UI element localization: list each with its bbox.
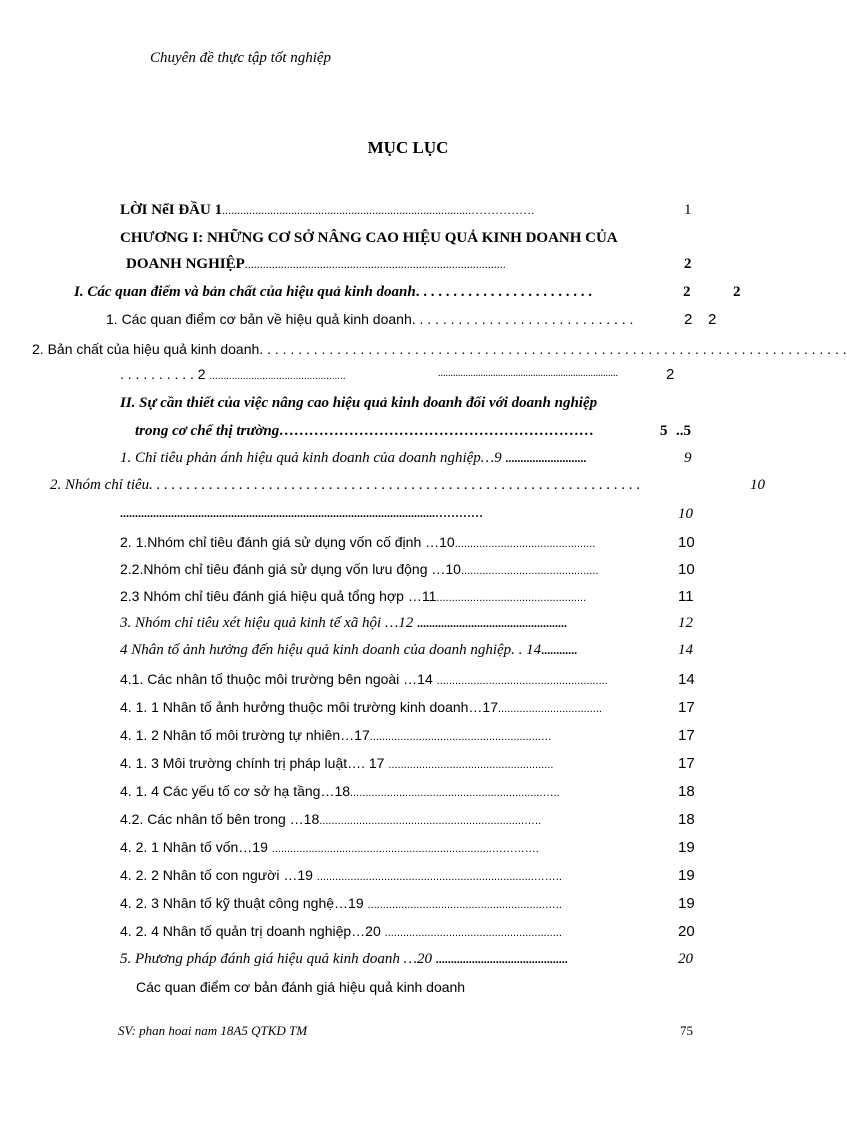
toc-entry (120, 839, 665, 855)
toc-page-number: 14 (678, 671, 695, 688)
toc-entry (126, 256, 684, 273)
toc-dots: ...............................................................….. (350, 787, 560, 799)
toc-entry (120, 615, 665, 632)
toc-entry-text: 4. 1. 2 Nhân tố môi trường tự nhiên…17 (120, 727, 370, 743)
toc-entry (120, 561, 665, 577)
toc-entry-text: 3. Nhóm chỉ tiêu xét hiệu quả kinh tế xã hội …12 (120, 615, 414, 631)
toc-entry (50, 477, 750, 494)
toc-dots: .................................. (498, 703, 602, 715)
toc-dots: .........................................................................................................………… (120, 506, 483, 520)
toc-entry (120, 699, 665, 715)
toc-dots: ....................................................................................... (244, 257, 506, 271)
toc-page-number: 19 (678, 867, 695, 884)
toc-page-number: 2 (684, 311, 693, 328)
toc-entry-text: 1. Chỉ tiêu phản ánh hiệu quả kinh doanh của doanh nghiệp…9 (120, 450, 502, 466)
toc-dots: .......................................................... (384, 927, 562, 939)
toc-entry-text: 4. 2. 3 Nhân tố kỹ thuật công nghệ…19 (120, 895, 364, 911)
toc-entry (120, 727, 665, 743)
toc-page-number-duplicate-value: 5 (683, 423, 691, 439)
toc-page-number: 12 (678, 615, 693, 631)
toc-dots: ...................................................... (388, 759, 554, 771)
footer-page-number: 75 (680, 1023, 693, 1038)
toc-entry-text: 2. 1.Nhóm chỉ tiêu đánh giá sử dụng vốn cố định …10 (120, 534, 455, 550)
toc-entry (120, 588, 665, 604)
toc-entry-text: 2. Nhóm chỉ tiêu (50, 477, 150, 493)
toc-entry-text: 4.2. Các nhân tố bên trong …18 (120, 811, 320, 827)
toc-entry-text: 4. 2. 1 Nhân tố vốn…19 (120, 839, 268, 855)
toc-dots: ……………………………………………………… (279, 423, 595, 439)
toc-dots: ............................................. (460, 565, 599, 577)
toc-entry (120, 755, 665, 771)
toc-page-number: 5 (660, 423, 668, 439)
toc-entry (136, 979, 681, 995)
toc-title: MỤC LỤC (367, 138, 449, 157)
toc-entry (120, 450, 672, 467)
toc-page-number: 11 (678, 588, 694, 605)
toc-dots: ...................................................................….. (319, 815, 542, 827)
toc-page-number: 1 (684, 202, 692, 218)
toc-entry (120, 534, 665, 550)
toc-page-number: 18 (678, 811, 695, 828)
toc-page-number: 19 (678, 895, 695, 912)
toc-entry (120, 395, 720, 412)
toc-entry-text: 1. Các quan điểm cơ bản về hiệu quả kinh doanh (106, 311, 412, 327)
toc-entry (74, 284, 679, 301)
toc-page-number: 10 (750, 477, 765, 493)
toc-page-number: 9 (684, 450, 692, 466)
toc-entry-text: 4. 2. 4 Nhân tố quản trị doanh nghiệp…20 (120, 923, 381, 939)
toc-entry-text: 4. 1. 1 Nhân tố ảnh hưởng thuộc môi trường kinh doanh…17 (120, 699, 499, 715)
toc-dots: ........................................................ (436, 675, 608, 687)
toc-entry (106, 311, 678, 327)
toc-dots: ............ (541, 643, 578, 657)
toc-entry-text: trong cơ chế thị trường (135, 423, 280, 439)
toc-page-number: 19 (678, 839, 695, 856)
toc-entry-continuation (120, 366, 420, 382)
toc-entry (120, 867, 665, 883)
toc-dots: .......................................................................…….. (316, 871, 562, 883)
toc-dots: ........................................................................ (438, 368, 618, 379)
toc-page-number: 2 (683, 284, 691, 300)
toc-page-number: 2 (197, 366, 206, 382)
toc-entry (120, 783, 665, 799)
toc-entry-text: 4.1. Các nhân tố thuộc môi trường bên ngoài …14 (120, 671, 433, 687)
toc-page-number-duplicate: 2 (733, 284, 741, 300)
toc-dots: .............................................. (454, 538, 596, 550)
toc-entry-text: 5. Phương pháp đánh giá hiệu quả kinh doanh …20 (120, 951, 433, 967)
toc-page-number: 10 (678, 561, 695, 578)
toc-dots: ................................................. (436, 592, 587, 604)
toc-dots: ........................................................................…………. (271, 843, 539, 855)
toc-dots: . . . . . . . . . . . . . . . . . . . . . . . . . . . . . (411, 311, 634, 327)
toc-page-number: 2 (684, 256, 692, 272)
toc-entry (120, 202, 665, 219)
toc-page-number-duplicate: 2 (708, 311, 717, 328)
toc-page-number-duplicate: 2 (666, 366, 675, 383)
toc-page-number: 17 (678, 727, 695, 744)
toc-entry-text: 4. 2. 2 Nhân tố con người …19 (120, 867, 313, 883)
toc-entry-text: LỜI NểI ĐẦU 1 (120, 202, 223, 218)
toc-entry-text: DOANH NGHIỆP (126, 256, 245, 272)
toc-page-number: 17 (678, 755, 695, 772)
toc-page-number-duplicate: ..5 (676, 423, 691, 439)
toc-entry-text: 4. 1. 4 Các yếu tố cơ sở hạ tầng…18 (120, 783, 351, 799)
running-header: Chuyên đề thực tập tốt nghiệp (150, 50, 332, 66)
toc-dots: . . . . . . . . . . (120, 366, 194, 382)
toc-entry (135, 423, 670, 440)
toc-dots: ...................................................................................……………. (222, 203, 535, 217)
toc-dots: . . . . . . . . . . . . . . . . . . . . . . . . . . . . . . . . . . . . . . . . . . . . . . . . . . . . . . . . . . . . . . . . . . . . . . . . . . . . (259, 341, 847, 357)
toc-entry (120, 923, 665, 939)
toc-entry-text: CHƯƠNG I: NHỮNG CƠ SỞ NÂNG CAO HIỆU QUẢ KINH DOANH CỦA (120, 230, 618, 246)
toc-entry (120, 895, 665, 911)
toc-entry-text: II. Sự cần thiết của việc nâng cao hiệu quả kinh doanh đối với doanh nghiệp (120, 395, 598, 411)
toc-page-number: 20 (678, 923, 695, 940)
toc-entry-text: 4 Nhân tố ảnh hưởng đến hiệu quả kinh doanh của doanh nghiệp. . 14 (120, 642, 542, 658)
toc-entry-text: 4. 1. 3 Môi trường chính trị pháp luật…. 17 (120, 755, 385, 771)
toc-entry (120, 642, 675, 659)
toc-entry-text: Các quan điểm cơ bản đánh giá hiệu quả kinh doanh (136, 979, 466, 995)
toc-entry-text: 2.2.Nhóm chỉ tiêu đánh giá sử dụng vốn lưu động …10 (120, 561, 461, 577)
toc-dots: . . . . . . . . . . . . . . . . . . . . . . . . . . . . . . . . . . . . . . . . . . . . . . . . . . . . . . . . . . . . . . . . . . (149, 477, 641, 493)
toc-entry (120, 951, 665, 968)
toc-dots: ........................... (505, 451, 587, 465)
footer-author: SV: phan hoai nam 18A5 QTKD TM (118, 1023, 308, 1038)
toc-entry (120, 230, 700, 247)
toc-page-number: 14 (678, 642, 693, 658)
toc-entry-continuation (120, 506, 665, 521)
toc-entry (120, 671, 665, 687)
toc-dots: .................................................. (417, 616, 568, 630)
toc-page-number: 17 (678, 699, 695, 716)
toc-entry (32, 341, 847, 357)
toc-dots: ..........................................................….. (367, 899, 562, 911)
toc-entry (120, 811, 665, 827)
toc-page-number: 10 (678, 506, 693, 522)
toc-page-number: 18 (678, 783, 695, 800)
toc-dots-line (438, 368, 666, 379)
toc-entry-text: 2.3 Nhóm chỉ tiêu đánh giá hiệu quả tổng hợp …11 (120, 588, 437, 604)
toc-entry-text: I. Các quan điểm và bản chất của hiệu quả kinh doanh (74, 284, 416, 300)
toc-dots: ........................................................… (369, 731, 552, 743)
toc-dots: ............................................ (435, 952, 568, 966)
toc-dots: ................................................. (209, 371, 346, 382)
toc-page-number: 10 (678, 534, 695, 551)
toc-dots: . . . . . . . . . . . . . . . . . . . . . . . . (415, 284, 592, 300)
toc-page-number: 20 (678, 951, 693, 967)
toc-entry-text: 2. Bản chất của hiệu quả kinh doanh (32, 341, 260, 357)
